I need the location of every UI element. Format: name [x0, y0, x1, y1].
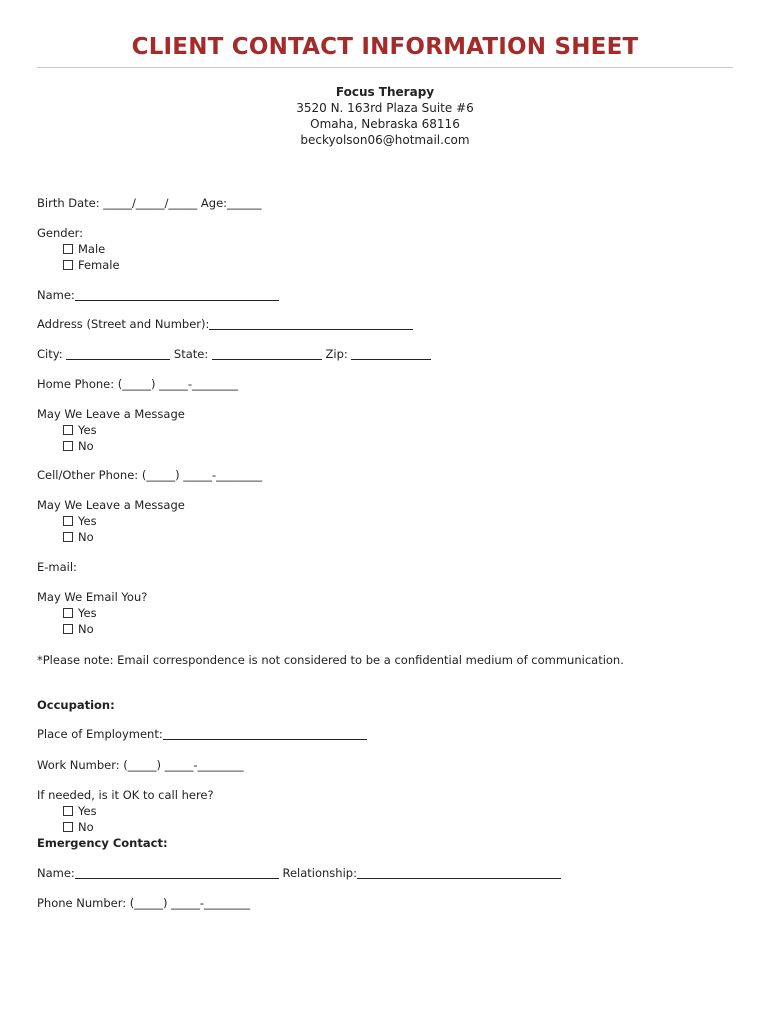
- org-email: beckyolson06@hotmail.com: [300, 133, 470, 147]
- no-label: No: [78, 530, 94, 544]
- employment-blank[interactable]: [163, 727, 367, 740]
- yes-label: Yes: [78, 606, 97, 620]
- home-phone-field[interactable]: Home Phone: (_____) _____-________: [37, 377, 239, 391]
- address-label: Address (Street and Number):: [37, 317, 210, 331]
- yes-label: Yes: [78, 804, 97, 818]
- checkbox-icon[interactable]: [63, 822, 73, 832]
- leave-message-label-2: May We Leave a Message: [37, 498, 185, 512]
- work-number-field[interactable]: Work Number: (_____) _____-________: [37, 758, 244, 772]
- checkbox-icon[interactable]: [63, 441, 73, 451]
- city-label: City:: [37, 347, 63, 361]
- city-state-zip-row: [37, 346, 431, 362]
- address-field[interactable]: [37, 316, 413, 332]
- emergency-name-label: Name:: [37, 866, 75, 880]
- email-note: *Please note: Email correspondence is not considered to be a confidential medium of communication.: [37, 653, 624, 667]
- email-you-no[interactable]: [63, 621, 94, 637]
- gender-female-option[interactable]: [63, 257, 120, 273]
- gender-label: Gender:: [37, 226, 84, 240]
- org-address-line2: Omaha, Nebraska 68116: [310, 117, 460, 131]
- email-you-label: May We Email You?: [37, 590, 148, 604]
- emergency-heading: Emergency Contact:: [37, 836, 168, 850]
- leave-message-yes-1[interactable]: [63, 422, 97, 438]
- checkbox-icon[interactable]: [63, 516, 73, 526]
- document-title: CLIENT CONTACT INFORMATION SHEET: [131, 34, 639, 60]
- name-blank[interactable]: [75, 288, 279, 301]
- ok-to-call-no[interactable]: [63, 819, 94, 835]
- employment-field[interactable]: [37, 726, 367, 742]
- emergency-name-blank[interactable]: [75, 866, 279, 879]
- gender-male-option[interactable]: [63, 241, 105, 257]
- leave-message-label-1: May We Leave a Message: [37, 407, 185, 421]
- name-field[interactable]: [37, 287, 279, 303]
- email-field[interactable]: E-mail:: [37, 560, 77, 574]
- occupation-heading: Occupation:: [37, 698, 115, 712]
- no-label: No: [78, 439, 94, 453]
- org-address-line1: 3520 N. 163rd Plaza Suite #6: [296, 101, 474, 115]
- checkbox-icon[interactable]: [63, 260, 73, 270]
- address-blank[interactable]: [209, 317, 413, 330]
- leave-message-no-1[interactable]: [63, 438, 94, 454]
- title-divider: [37, 67, 733, 68]
- checkbox-icon[interactable]: [63, 624, 73, 634]
- no-label: No: [78, 820, 94, 834]
- leave-message-yes-2[interactable]: [63, 513, 97, 529]
- emergency-name-row: [37, 865, 561, 881]
- gender-male-label: Male: [78, 242, 106, 256]
- yes-label: Yes: [78, 514, 97, 528]
- city-blank[interactable]: [66, 347, 170, 360]
- state-label: State:: [173, 347, 209, 361]
- name-label: Name:: [37, 288, 75, 302]
- employment-label: Place of Employment:: [37, 727, 163, 741]
- email-you-yes[interactable]: [63, 605, 97, 621]
- org-name: Focus Therapy: [335, 85, 435, 99]
- no-label: No: [78, 622, 94, 636]
- checkbox-icon[interactable]: [63, 244, 73, 254]
- ok-to-call-label: If needed, is it OK to call here?: [37, 788, 214, 802]
- phone-number-field[interactable]: Phone Number: (_____) _____-________: [37, 896, 251, 910]
- zip-blank[interactable]: [351, 347, 431, 360]
- cell-phone-field[interactable]: Cell/Other Phone: (_____) _____-________: [37, 468, 263, 482]
- zip-label: Zip:: [325, 347, 348, 361]
- leave-message-no-2[interactable]: [63, 529, 94, 545]
- gender-female-label: Female: [78, 258, 120, 272]
- state-blank[interactable]: [212, 347, 322, 360]
- checkbox-icon[interactable]: [63, 532, 73, 542]
- birth-date-field[interactable]: Birth Date: _____/_____/_____ Age:______: [37, 196, 262, 210]
- checkbox-icon[interactable]: [63, 608, 73, 618]
- yes-label: Yes: [78, 423, 97, 437]
- relationship-blank[interactable]: [357, 866, 561, 879]
- checkbox-icon[interactable]: [63, 806, 73, 816]
- checkbox-icon[interactable]: [63, 425, 73, 435]
- relationship-label: Relationship:: [282, 866, 357, 880]
- ok-to-call-yes[interactable]: [63, 803, 97, 819]
